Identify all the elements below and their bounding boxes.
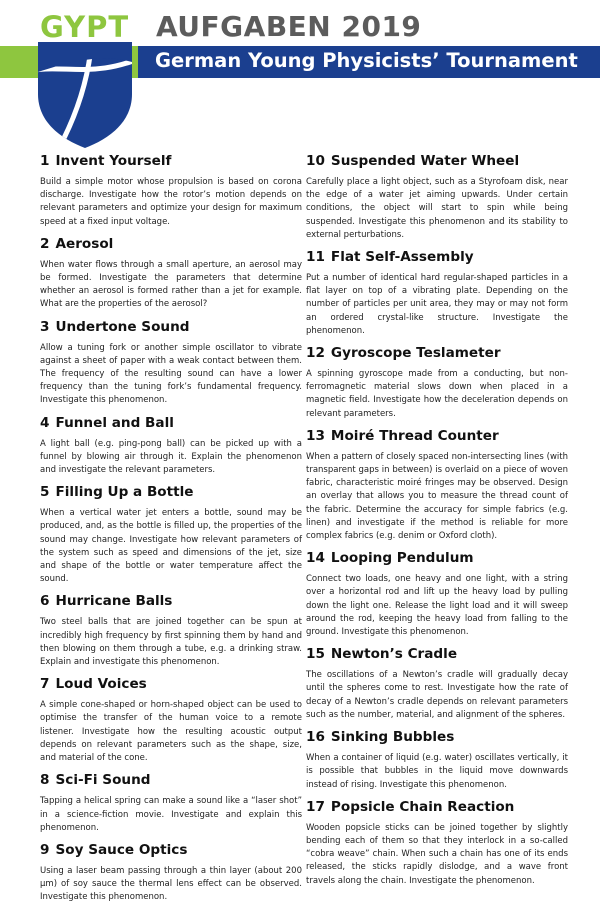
gypt-logo-text: GYPT <box>40 10 130 44</box>
task-number: 16 <box>306 729 325 746</box>
task-heading <box>306 152 568 171</box>
task-title: Invent Yourself <box>55 153 172 169</box>
task-title: Popsicle Chain Reaction <box>330 798 515 815</box>
task-description: Carefully place a light object, such as a Styrofoam disk, near the edge of a water jet aiming upwards. Under certain conditions, the object will start to spin while being suspended. Investigate this phenomenon and its stability to external perturbations. <box>306 177 568 240</box>
task-description: Connect two loads, one heavy and one light, with a string over a horizontal rod and lift up the heavy load by pulling down the light one. Release the light load and it will sweep around the rod, keeping the heavy load from falling to the ground. Investigate this phenomenon. <box>306 574 568 638</box>
task-section <box>40 318 302 408</box>
task-section <box>40 675 302 765</box>
page-header <box>0 0 600 160</box>
task-section <box>306 549 568 639</box>
task-heading <box>306 798 568 817</box>
task-description: When a pattern of closely spaced non-intersecting lines (with transparent gaps in between) is overlaid on a piece of woven fabric, characteristic moiré fringes may be observed. Design an overlay that allows you to measure the thread count of the fabric. Determine the accuracy for simple fabrics (e.g. linen) and investigate if the method is reliable for more complex fabrics (e.g. denim or Oxford cloth). <box>306 451 568 542</box>
task-description: Build a simple motor whose propulsion is based on corona discharge. Investigate how the rotor’s motion depends on relevant parameters and optimize your design for maximum speed at a fixed input voltage. <box>40 177 302 227</box>
task-description: A light ball (e.g. ping-pong ball) can be picked up with a funnel by blowing air through it. Explain the phenomenon and investigate the relevant parameters. <box>40 438 302 476</box>
task-description: A simple cone-shaped or horn-shaped object can be used to optimise the transfer of the human voice to a remote listener. Investigate how the resulting acoustic output depends on relevant parameters such as the shape, size, and material of the cone. <box>40 700 302 764</box>
task-description: A spinning gyroscope made from a conducting, but non- ferromagnetic material slows down when placed in a magnetic field. Investigate how the deceleration depends on relevant parameters. <box>306 369 568 419</box>
task-number: 4 <box>40 414 50 431</box>
task-section <box>306 728 568 792</box>
task-number: 3 <box>40 318 50 335</box>
task-title: Filling Up a Bottle <box>55 484 194 501</box>
task-number: 2 <box>40 235 50 252</box>
task-title: Aerosol <box>55 235 114 252</box>
task-section <box>40 235 302 312</box>
task-title: Newton’s Cradle <box>330 646 458 663</box>
task-description: When a vertical water jet enters a bottle, sound may be produced, and, as the bottle is filled up, the properties of the sound may change. Investigate how relevant parameters of the system such as speed and dimensions of the jet, size and shape of the bottle or water temperature affect the sound. <box>40 508 302 585</box>
task-section <box>306 645 568 722</box>
task-title: Hurricane Balls <box>55 593 173 610</box>
task-heading <box>306 248 568 267</box>
task-description: When a container of liquid (e.g. water) oscillates vertically, it is possible that bubbles in the liquid move downwards instead of rising. Investigate this phenomenon. <box>306 753 568 790</box>
task-heading <box>306 344 568 363</box>
task-number: 14 <box>306 550 325 567</box>
task-heading <box>40 771 302 790</box>
task-title: Soy Sauce Optics <box>55 841 188 858</box>
task-number: 9 <box>40 841 50 858</box>
gypt-shield-logo-icon <box>34 42 136 148</box>
task-description: Allow a tuning fork or another simple oscillator to vibrate against a sheet of paper with a weak contact between them. The frequency of the resulting sound can have a lower frequency than the tuning fork’s fundamental frequency. Investigate this phenomenon. <box>40 342 302 406</box>
task-heading <box>306 645 568 664</box>
task-section <box>40 483 302 586</box>
task-description: Using a laser beam passing through a thin layer (about 200 µm) of soy sauce the thermal lens effect can be observed. Investigate this phenomenon. <box>40 865 302 903</box>
task-heading <box>306 549 568 568</box>
page-title: AUFGABEN 2019 <box>156 10 422 43</box>
page-subtitle: German Young Physicists’ Tournament <box>155 49 578 72</box>
task-section <box>40 152 302 229</box>
task-heading <box>40 592 302 611</box>
task-heading <box>306 427 568 446</box>
left-column <box>40 152 302 911</box>
task-section <box>306 152 568 242</box>
task-heading <box>40 235 302 254</box>
task-title: Undertone Sound <box>55 318 190 335</box>
task-description: Wooden popsicle sticks can be joined together by slightly bending each of them so that they interlock in a so-called “cobra weave” chain. When such a chain has one of its ends released, the sticks rapidly dislodge, and a wave front travels along the chain. Investigate the phenomenon. <box>306 822 568 886</box>
task-number: 10 <box>306 153 325 169</box>
task-heading <box>40 841 302 860</box>
task-heading <box>40 675 302 694</box>
task-title: Flat Self-Assembly <box>330 249 474 266</box>
task-description: When water flows through a small aperture, an aerosol may be formed. Investigate the parameters that determine whether an aerosol is formed rather than a jet for example. What are the properties of the aerosol? <box>40 259 302 310</box>
task-title: Suspended Water Wheel <box>330 153 520 169</box>
task-heading <box>40 318 302 337</box>
task-number: 5 <box>40 484 50 501</box>
task-section <box>40 592 302 669</box>
task-description: Tapping a helical spring can make a sound like a “laser shot” in a science-fiction movie. Investigate and explain this phenomenon. <box>40 796 302 833</box>
task-heading <box>40 414 302 433</box>
task-title: Sinking Bubbles <box>330 729 455 746</box>
task-number: 13 <box>306 427 325 444</box>
task-number: 12 <box>306 345 325 362</box>
task-number: 15 <box>306 646 325 663</box>
task-section <box>40 414 302 478</box>
task-number: 6 <box>40 593 50 610</box>
task-title: Loud Voices <box>55 676 147 693</box>
task-number: 17 <box>306 798 325 815</box>
task-description: The oscillations of a Newton’s cradle will gradually decay until the spheres come to rest. Investigate how the rate of decay of a Newton’s cradle depends on relevant parameters such as the number, material, and alignment of the spheres. <box>306 670 568 720</box>
task-heading <box>40 152 302 171</box>
task-section <box>306 427 568 543</box>
task-number: 1 <box>40 153 50 169</box>
task-number: 11 <box>306 249 325 266</box>
task-description: Two steel balls that are joined together can be spun at incredibly high frequency by first spinning them by hand and then blowing on them through a tube, e.g. a drinking straw. Explain and investigate this phenomenon. <box>40 617 302 668</box>
task-number: 7 <box>40 676 50 693</box>
task-section <box>40 841 302 905</box>
task-heading <box>306 728 568 747</box>
right-column <box>306 152 568 894</box>
task-title: Looping Pendulum <box>330 550 474 567</box>
task-heading <box>40 483 302 502</box>
task-description: Put a number of identical hard regular-shaped particles in a flat layer on top of a vibrating plate. Depending on the number of particles per unit area, they may or may not form an ordered crystal-like structure. Investigate the phenomenon. <box>306 273 568 336</box>
task-section <box>306 248 568 338</box>
task-title: Sci-Fi Sound <box>55 772 151 789</box>
task-number: 8 <box>40 772 50 789</box>
task-section <box>306 344 568 421</box>
task-section <box>306 798 568 888</box>
task-title: Gyroscope Teslameter <box>330 345 501 362</box>
task-section <box>40 771 302 835</box>
task-title: Funnel and Ball <box>55 414 174 431</box>
task-title: Moiré Thread Counter <box>330 427 499 444</box>
